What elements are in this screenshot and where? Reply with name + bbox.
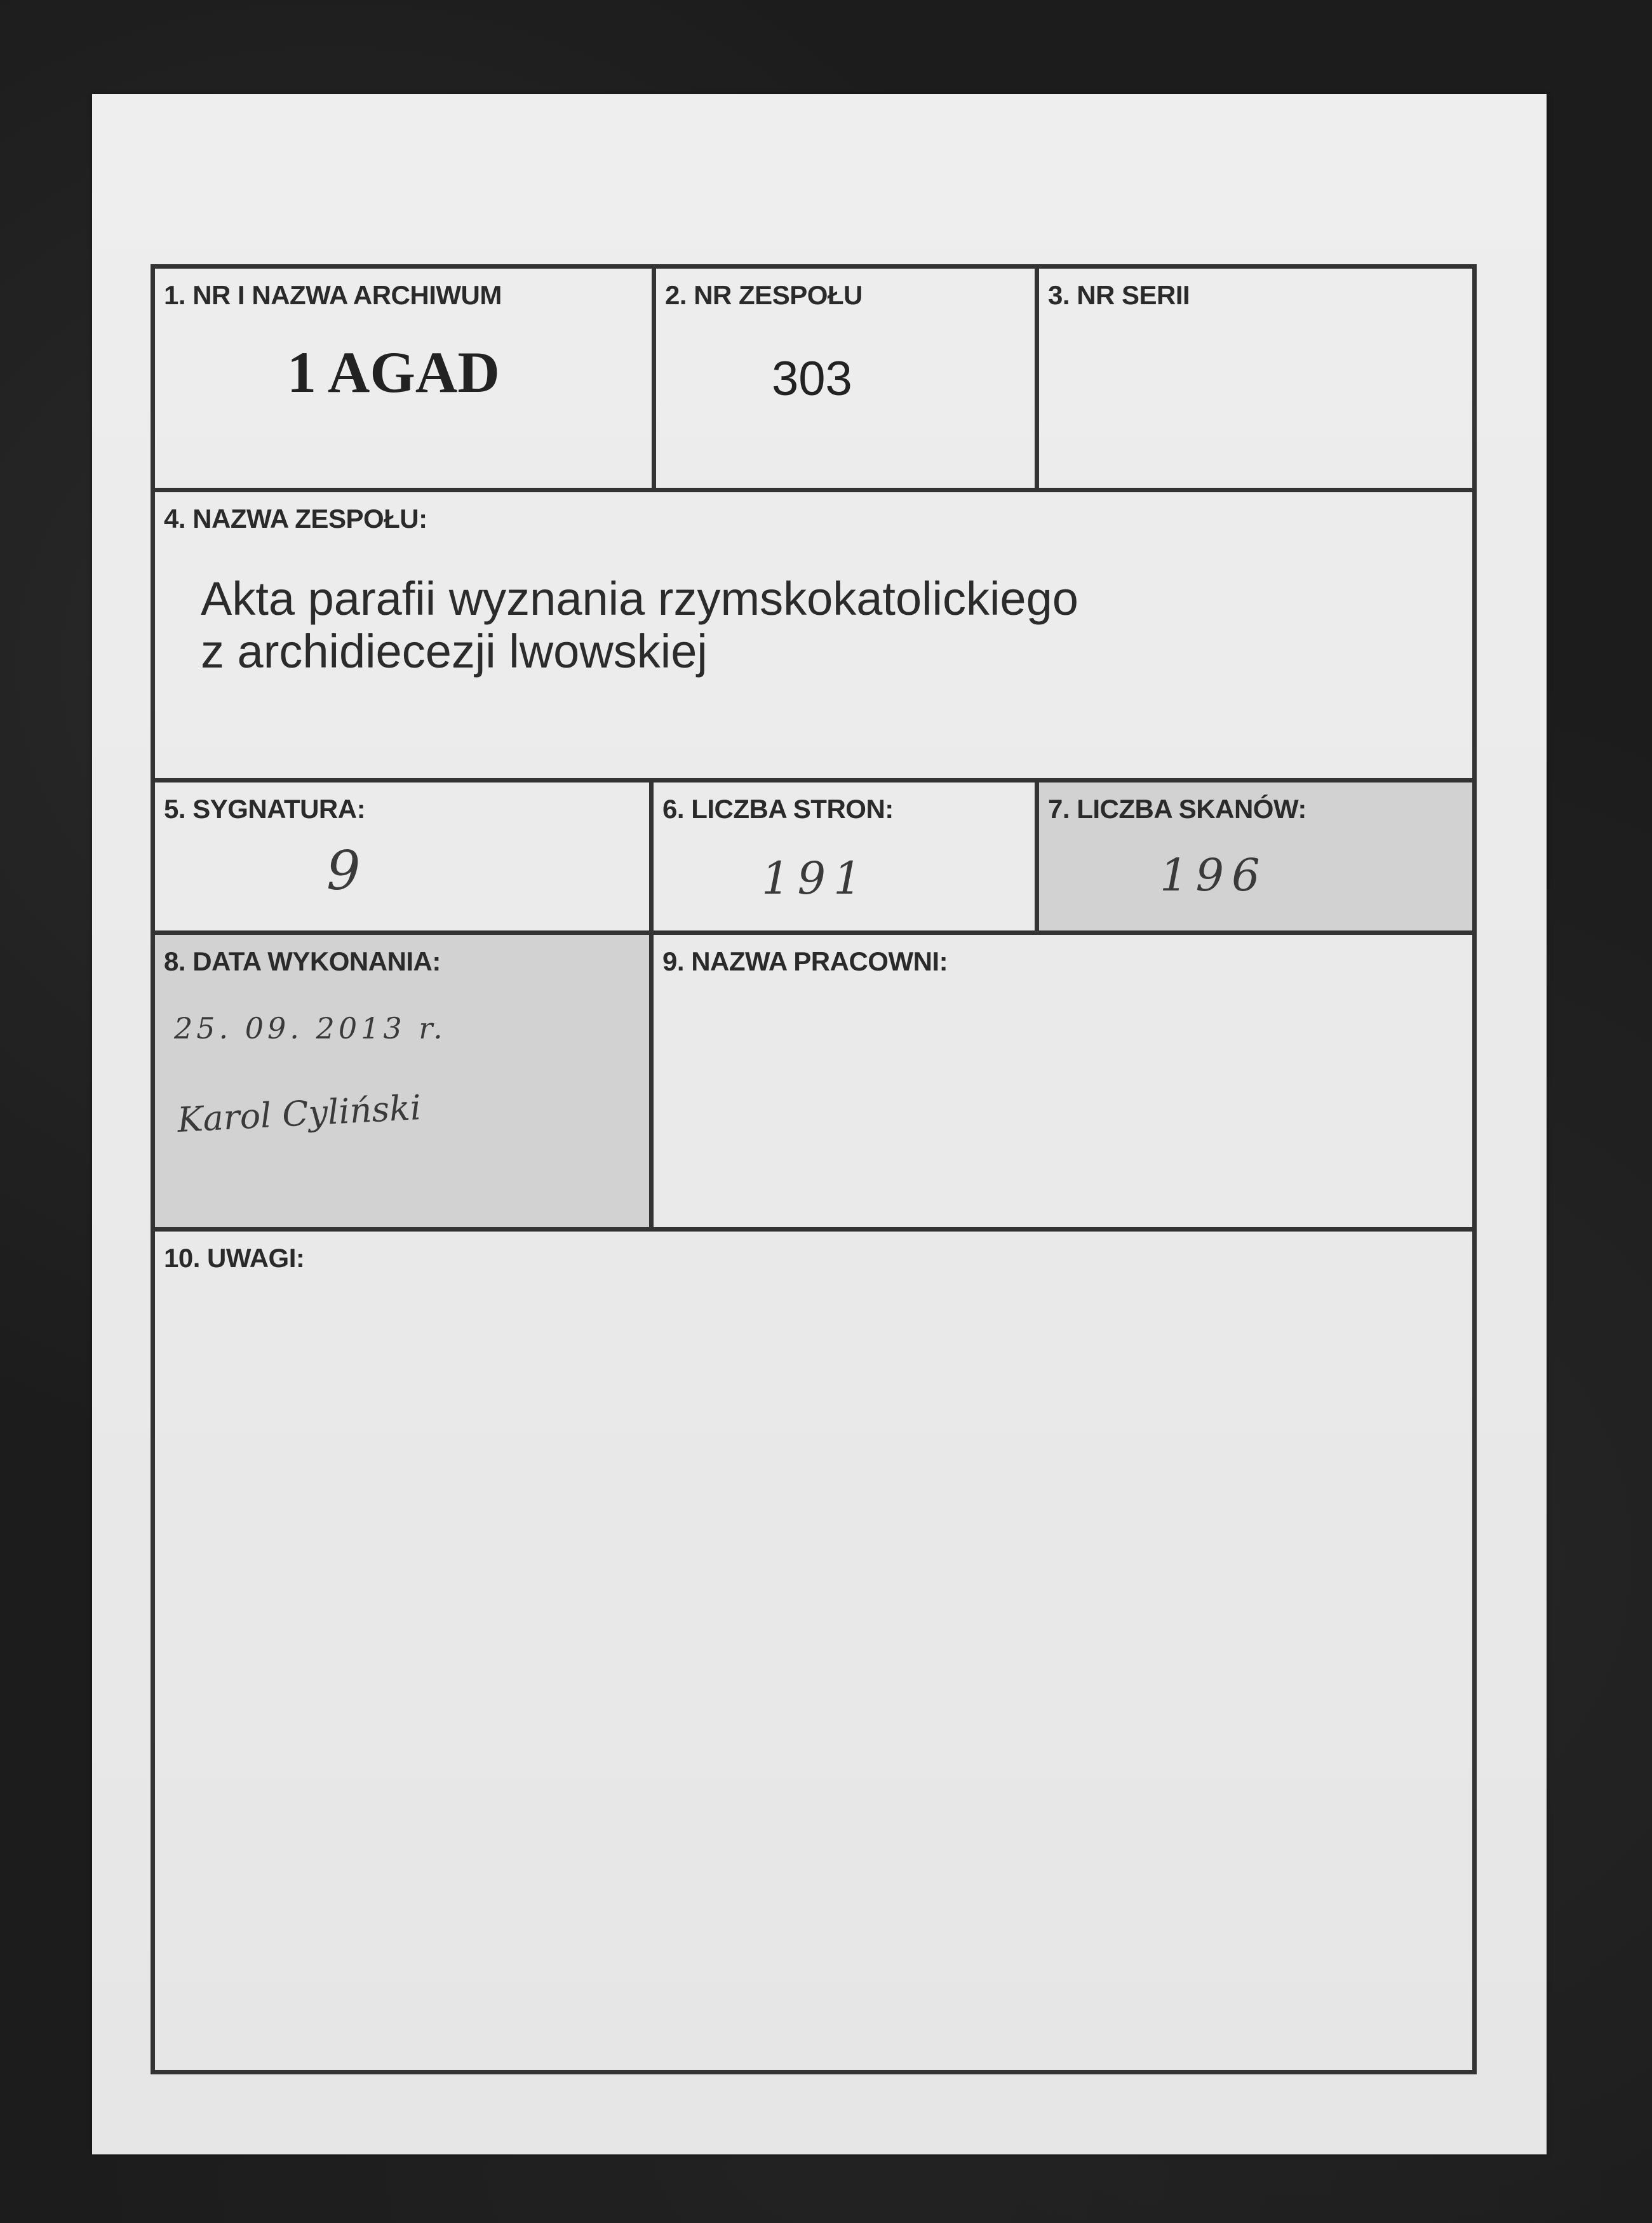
series-number-cell <box>1039 269 1472 488</box>
fonds-name-line-2: z archidiecezji lwowskiej <box>201 625 708 678</box>
date-made-cell <box>155 935 649 1227</box>
date-made-signed: Karol Cyliński <box>176 1087 422 1141</box>
remarks-label: 10. UWAGI: <box>164 1243 305 1273</box>
archive-label: 1. NR I NAZWA ARCHIWUM <box>164 280 502 310</box>
scan-count-value: 196 <box>1160 849 1268 901</box>
scan-count-cell <box>1039 782 1472 930</box>
fonds-number-cell <box>656 269 1035 488</box>
fonds-name-line-1: Akta parafii wyznania rzymskokatolickiego <box>201 572 1078 625</box>
fonds-number-value: 303 <box>772 352 852 406</box>
fonds-name-cell <box>155 492 1472 778</box>
divider <box>649 782 654 930</box>
workshop-cell <box>654 935 1472 1227</box>
fonds-name-label: 4. NAZWA ZESPOŁU: <box>164 504 427 534</box>
divider <box>1035 269 1039 488</box>
scan-count-label: 7. LICZBA SKANÓW: <box>1048 794 1306 824</box>
divider <box>155 930 1472 935</box>
divider <box>155 1227 1472 1232</box>
page-count-value: 191 <box>762 852 870 904</box>
divider <box>1035 782 1039 930</box>
workshop-label: 9. NAZWA PRACOWNI: <box>662 946 948 976</box>
divider <box>155 488 1472 492</box>
page-count-cell <box>654 782 1035 930</box>
date-made-value: 25. 09. 2013 r. <box>174 1011 447 1045</box>
signature-label: 5. SYGNATURA: <box>164 794 366 824</box>
fonds-number-label: 2. NR ZESPOŁU <box>665 280 863 310</box>
divider <box>155 778 1472 782</box>
archive-form-sheet <box>92 94 1547 2154</box>
form-grid <box>151 264 1477 2074</box>
remarks-cell <box>155 1232 1472 2070</box>
archive-value: 1 AGAD <box>287 340 500 405</box>
date-made-label: 8. DATA WYKONANIA: <box>164 946 441 976</box>
series-number-label: 3. NR SERII <box>1048 280 1190 310</box>
signature-value: 9 <box>326 840 361 902</box>
signature-cell <box>155 782 649 930</box>
page-count-label: 6. LICZBA STRON: <box>662 794 894 824</box>
divider <box>649 935 654 1227</box>
divider <box>652 269 656 488</box>
archive-cell <box>155 269 652 488</box>
